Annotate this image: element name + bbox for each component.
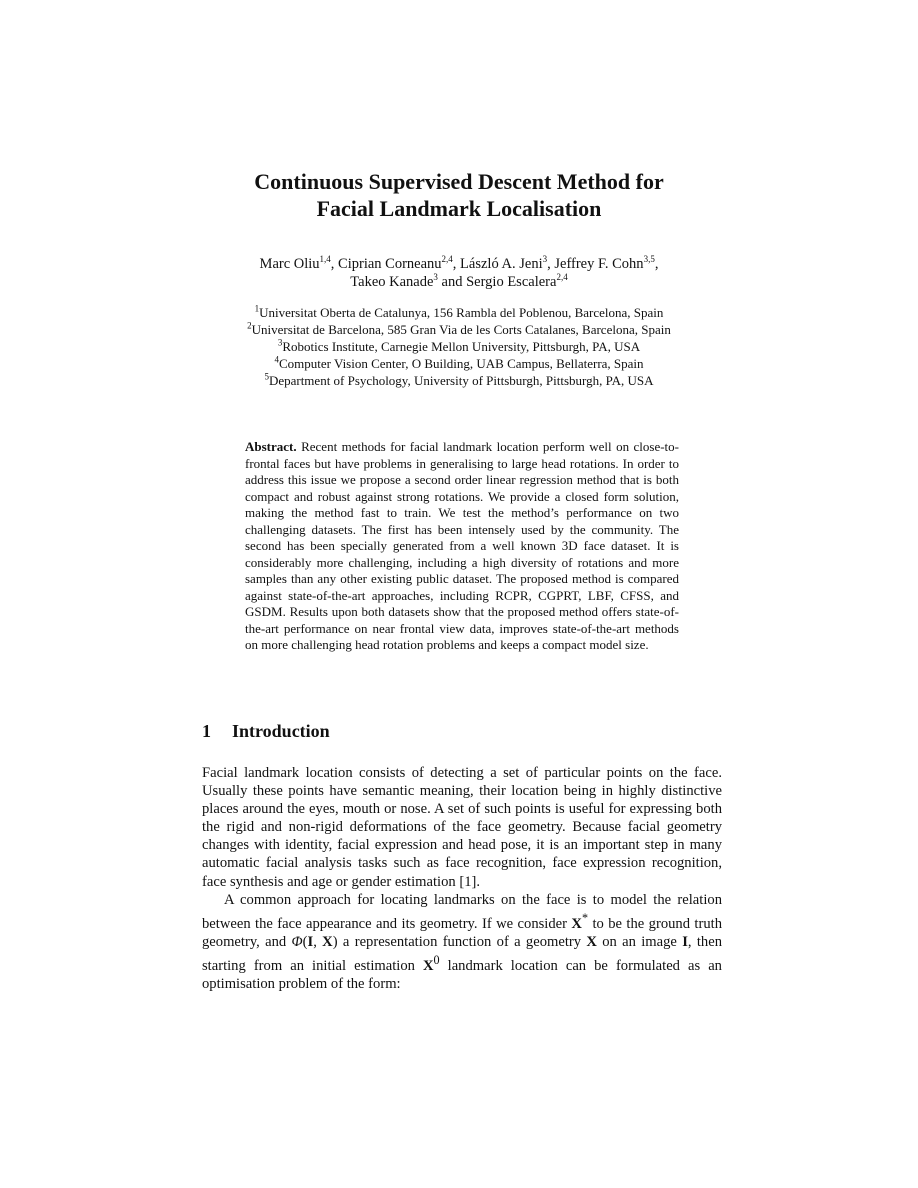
affiliation-mark: 2	[247, 320, 252, 331]
author-separator: ,	[654, 256, 659, 272]
text-run: to be the ground truth geometry, and	[202, 915, 722, 950]
text-run: , then starting from an initial estimation	[202, 933, 722, 974]
affiliation-text: Computer Vision Center, O Building, UAB Campus, Bellaterra, Spain	[278, 356, 644, 371]
author-affiliation-mark: 2,4	[556, 272, 568, 283]
affiliation-mark: 1	[254, 303, 260, 314]
author-affiliation-mark: 3	[433, 272, 438, 283]
symbol-X: X	[322, 933, 333, 950]
author-name: Ciprian Corneanu	[338, 256, 442, 272]
symbol-X: X	[586, 933, 597, 950]
text-run: landmark location can be formulated as an optimisation problem of the form:	[202, 957, 722, 992]
author-separator: ,	[452, 256, 461, 272]
symbol-I: I	[307, 933, 314, 950]
author-line-1	[0, 255, 918, 273]
author-name: Takeo Kanade	[350, 274, 434, 290]
section-title: Introduction	[232, 721, 330, 741]
author-list	[0, 255, 918, 291]
section-heading	[202, 720, 722, 742]
text-run: on an image	[596, 933, 683, 950]
affiliation	[0, 355, 918, 372]
affiliation-mark: 4	[274, 354, 279, 365]
symbol-X: X	[422, 957, 434, 974]
text-run: a representation function of a geometry	[337, 933, 587, 950]
paragraph-2: A common approach for locating landmarks on the face is to model the relation between the face appearance and its geometry. If we consider X* to be the ground truth geometry, and Φ(I, X) a representation function of a geometry X on an image I, then starting from an initial estimation $X^0$ landmark location can be formulated as an optimisation problem of the form:	[202, 891, 722, 992]
section-number: 1	[202, 721, 211, 741]
affiliation-text: Universitat Oberta de Catalunya, 156 Rambla del Poblenou, Barcelona, Spain	[259, 305, 664, 320]
author-affiliation-mark: 2,4	[441, 254, 453, 265]
author-name: László A. Jeni	[460, 256, 543, 272]
symbol-I: I	[682, 933, 688, 950]
author-affiliation-mark: 3	[542, 254, 548, 265]
paragraph-1: Facial landmark location consists of detecting a set of particular points on the face. Usually these points have semantic meaning, their location being in highly distinctive places around the eyes, mouth or nose. A set of such points is useful for expressing both the rigid and non-rigid deformations of the face geometry. Because facial geometry changes with identity, facial expression and head pose, it is an important step in many automatic facial analysis tasks such as face recognition, face expression recognition, face synthesis and age or gender estimation [1].	[202, 765, 722, 890]
author-separator: and	[437, 274, 467, 290]
text-run: A common approach for locating landmarks on the face is to model the relation between the face appearance and its geometry. If we consider	[202, 891, 722, 932]
symbol-X: X	[571, 915, 582, 932]
author-affiliation-mark: 1,4	[319, 254, 331, 265]
affiliation	[0, 304, 918, 321]
affiliation-mark: 3	[277, 337, 283, 348]
body-text	[202, 764, 722, 993]
abstract-heading: Abstract.	[245, 439, 297, 454]
author-name: Sergio Escalera	[466, 274, 557, 290]
symbol-phi: Φ	[291, 933, 303, 950]
symbol-star: *	[581, 910, 589, 925]
abstract-text: Recent methods for facial landmark location perform well on close-to-frontal faces but have problems in generalising to large head rotations. In order to address this issue we propose a second order linear regression method that is both compact and robust against strong rotations. We provide a closed form solution, making the method fast to train. We test the method’s performance on two challenging datasets. The first has been intensely used by the community. The second has been specially generated from a well known 3D face dataset. It is considerably more challenging, including a high diversity of rotations and more samples than any other existing public dataset. The proposed method is compared against state-of-the-art approaches, including RCPR, CGPRT, LBF, CFSS, and GSDM. Results upon both datasets show that the proposed method offers state-of-the-art performance on near frontal view data, improves state-of-the-art methods on more challenging head rotation problems and keeps a compact model size.	[245, 439, 679, 652]
affiliation-text: Department of Psychology, University of Pittsburgh, Pittsburgh, PA, USA	[268, 373, 654, 388]
paper-title	[0, 168, 918, 222]
title-line-2: Facial Landmark Localisation	[316, 196, 602, 221]
affiliation	[0, 321, 918, 338]
author-line-2	[0, 273, 918, 291]
affiliation-list	[0, 304, 918, 389]
affiliation-text: Universitat de Barcelona, 585 Gran Via de les Corts Catalanes, Barcelona, Spain	[251, 322, 671, 337]
affiliation-text: Robotics Institute, Carnegie Mellon University, Pittsburgh, PA, USA	[282, 339, 641, 354]
affiliation-mark: 5	[264, 371, 269, 382]
author-name: Marc Oliu	[259, 256, 320, 272]
symbol-zero: 0	[433, 952, 440, 967]
author-affiliation-mark: 3,5	[643, 254, 655, 265]
abstract	[245, 439, 679, 654]
affiliation	[0, 372, 918, 389]
title-line-1: Continuous Supervised Descent Method for	[254, 169, 664, 194]
author-name: Jeffrey F. Cohn	[554, 256, 644, 272]
author-separator: ,	[330, 256, 339, 272]
affiliation	[0, 338, 918, 355]
author-separator: ,	[547, 256, 555, 272]
